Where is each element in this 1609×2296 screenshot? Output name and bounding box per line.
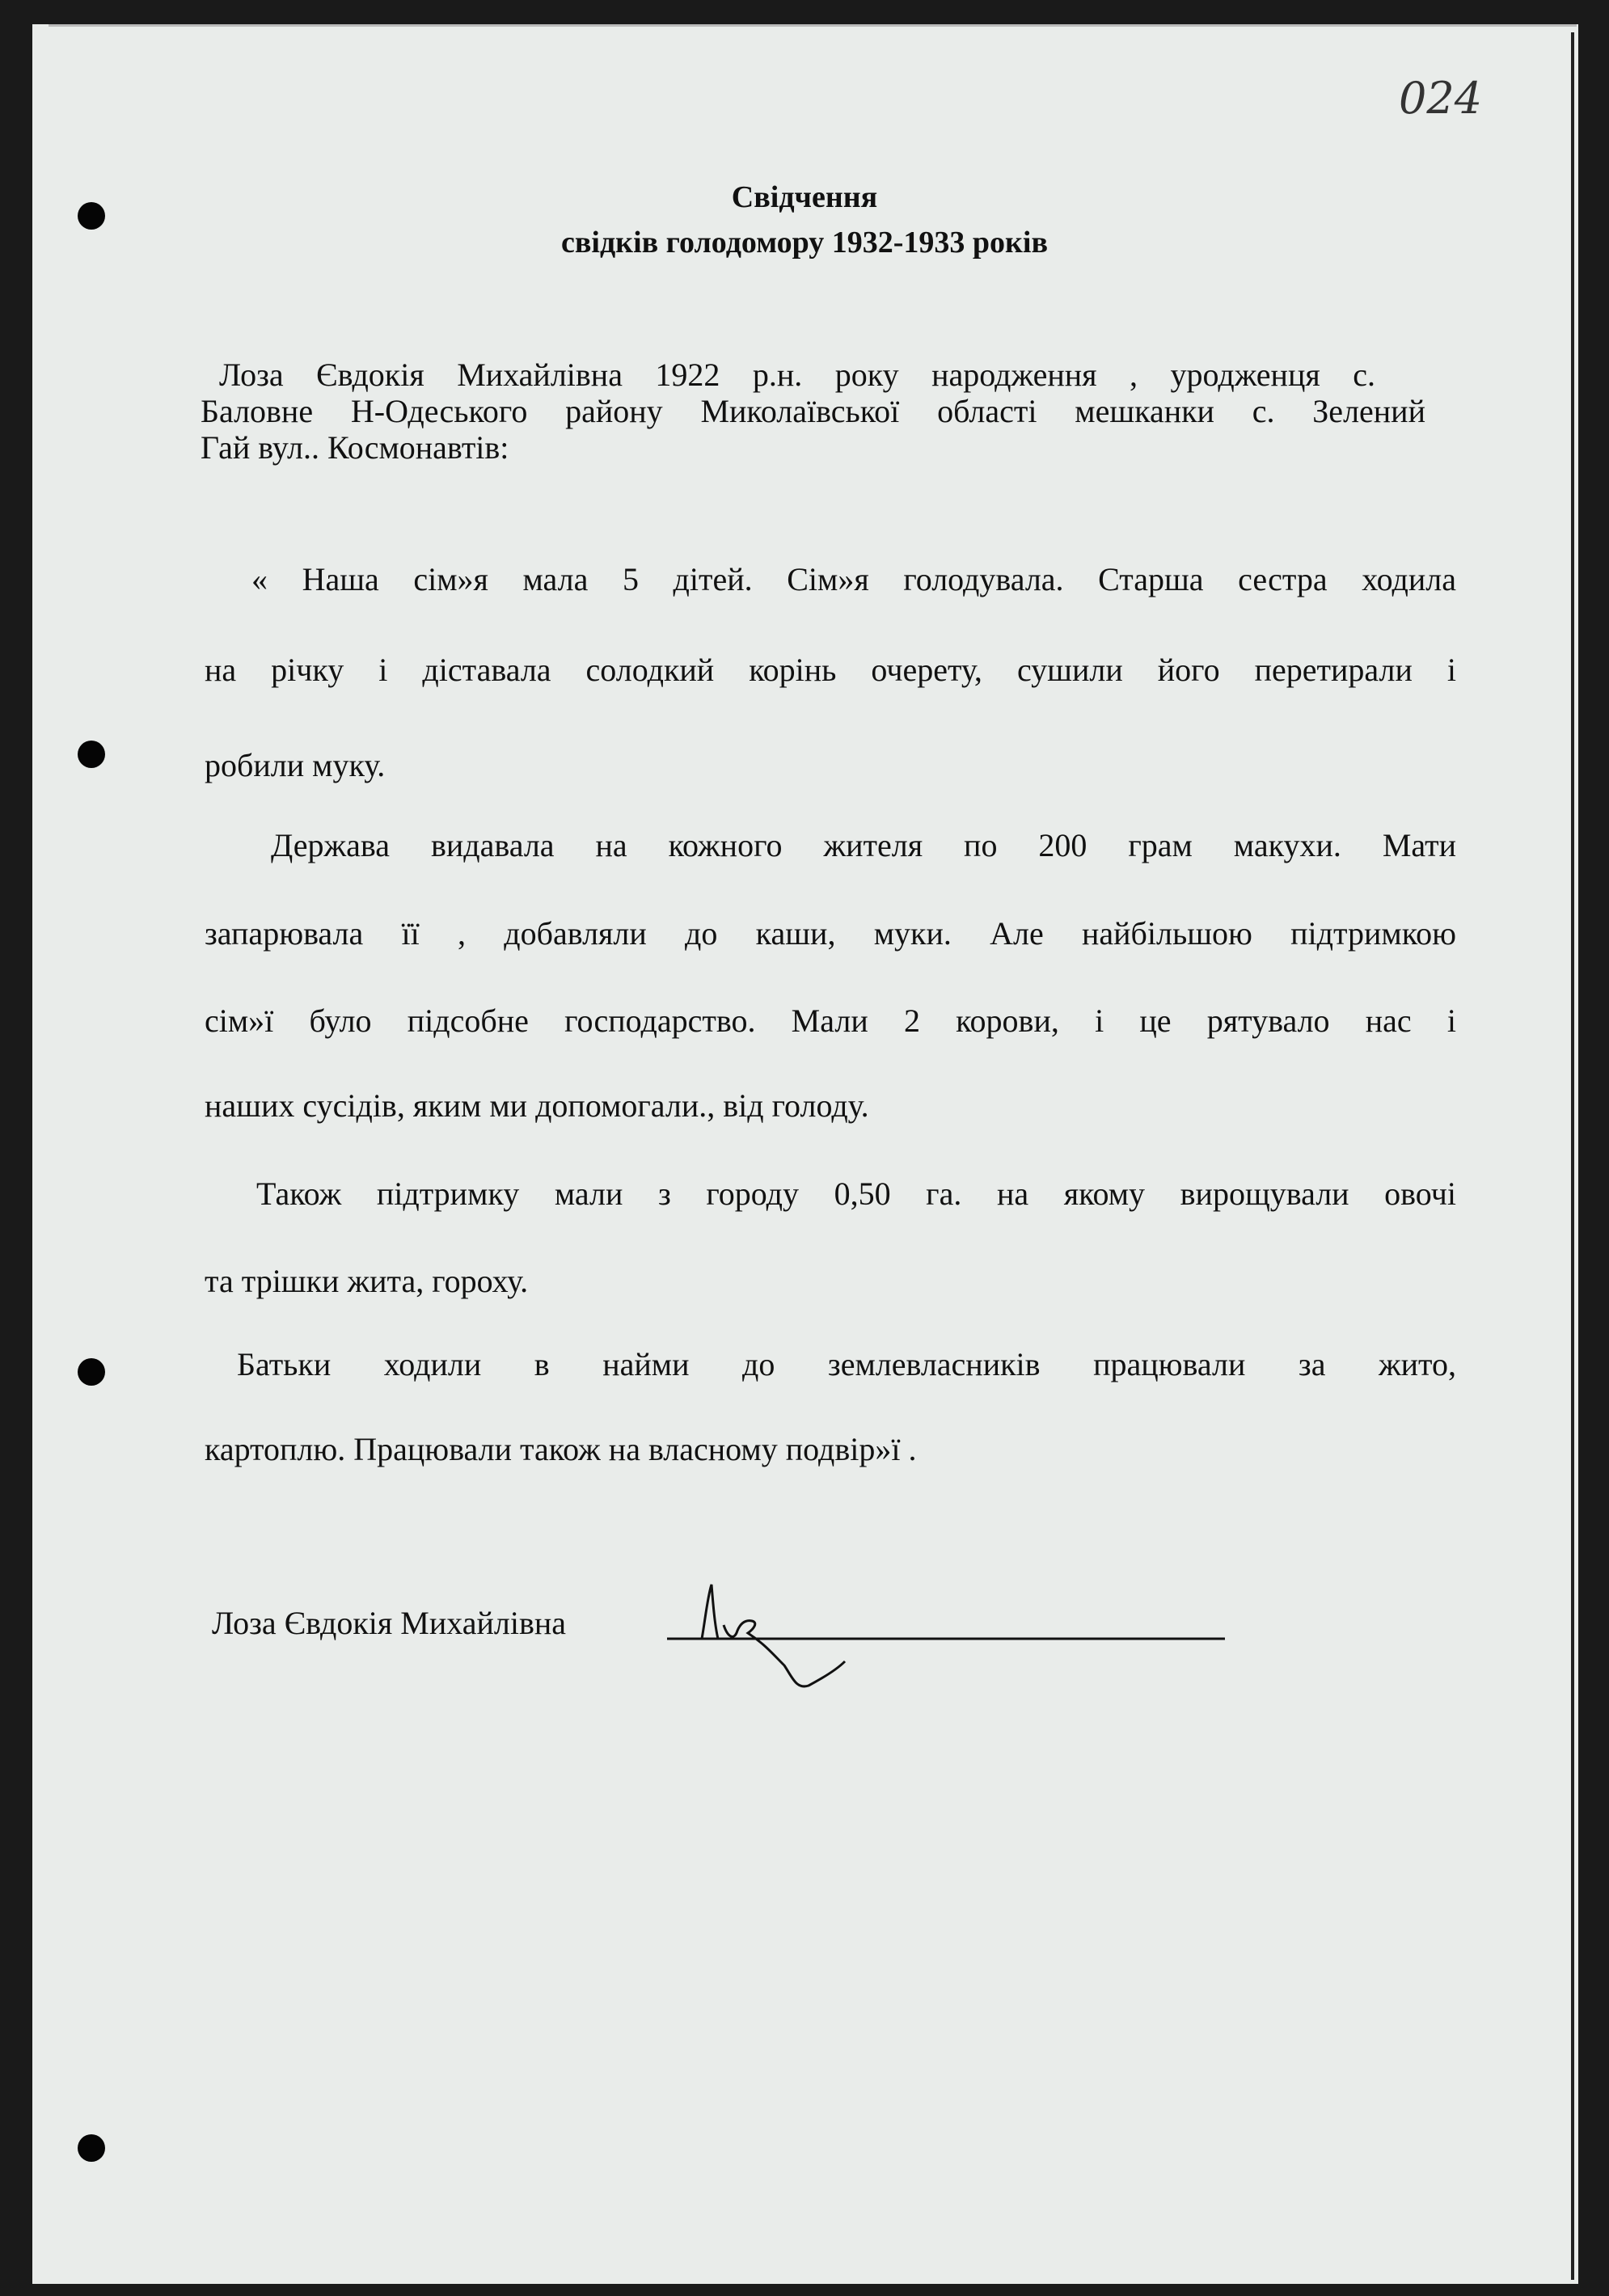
- body-line: сім»ї було підсобне господарство. Мали 2 корови, і це рятувало нас і: [205, 1002, 1456, 1039]
- svg-text:024: 024: [1399, 73, 1483, 124]
- body-line: « Наша сім»я мала 5 дітей. Сім»я голодувала. Старша сестра ходила: [251, 561, 1456, 597]
- signatory-name: Лоза Євдокія Михайлівна: [212, 1605, 567, 1641]
- body-line: Також підтримку мали з городу 0,50 га. на якому вирощували овочі: [256, 1175, 1456, 1212]
- intro-line: Лоза Євдокія Михайлівна 1922 р.н. року народження , уродженця с.: [219, 357, 1375, 393]
- intro-line: Баловне Н-Одеського району Миколаївської області мешканки с. Зелений: [201, 393, 1425, 429]
- body-line: Держава видавала на кожного жителя по 200 грам макухи. Мати: [271, 827, 1456, 863]
- page-right-edge: [1571, 32, 1574, 2280]
- body-line: Батьки ходили в найми до землевласників працювали за жито,: [237, 1346, 1456, 1382]
- punch-hole: [78, 2134, 105, 2162]
- handwritten-signature: [663, 1581, 1245, 1710]
- body-line: та трішки жита, гороху.: [205, 1263, 529, 1299]
- document-subtitle: свідків голодомору 1932-1933 років: [561, 226, 1048, 260]
- body-line: робили муку.: [205, 747, 386, 783]
- body-line: на річку і діставала солодкий корінь очерету, сушили його перетирали і: [205, 652, 1456, 688]
- intro-line: Гай вул.. Космонавтів:: [201, 429, 509, 466]
- body-line: картоплю. Працювали також на власному подвір»ї .: [205, 1431, 917, 1467]
- body-line: наших сусідів, яким ми допомогали., від голоду.: [205, 1087, 869, 1124]
- body-line: запарювала її , добавляли до каши, муки. Але найбільшою підтримкою: [205, 915, 1456, 952]
- punch-hole: [78, 741, 105, 768]
- page-top-edge: [49, 24, 1577, 27]
- document-title: Свідчення: [731, 180, 878, 214]
- punch-hole: [78, 1358, 105, 1386]
- handwritten-archive-number: [1395, 69, 1516, 133]
